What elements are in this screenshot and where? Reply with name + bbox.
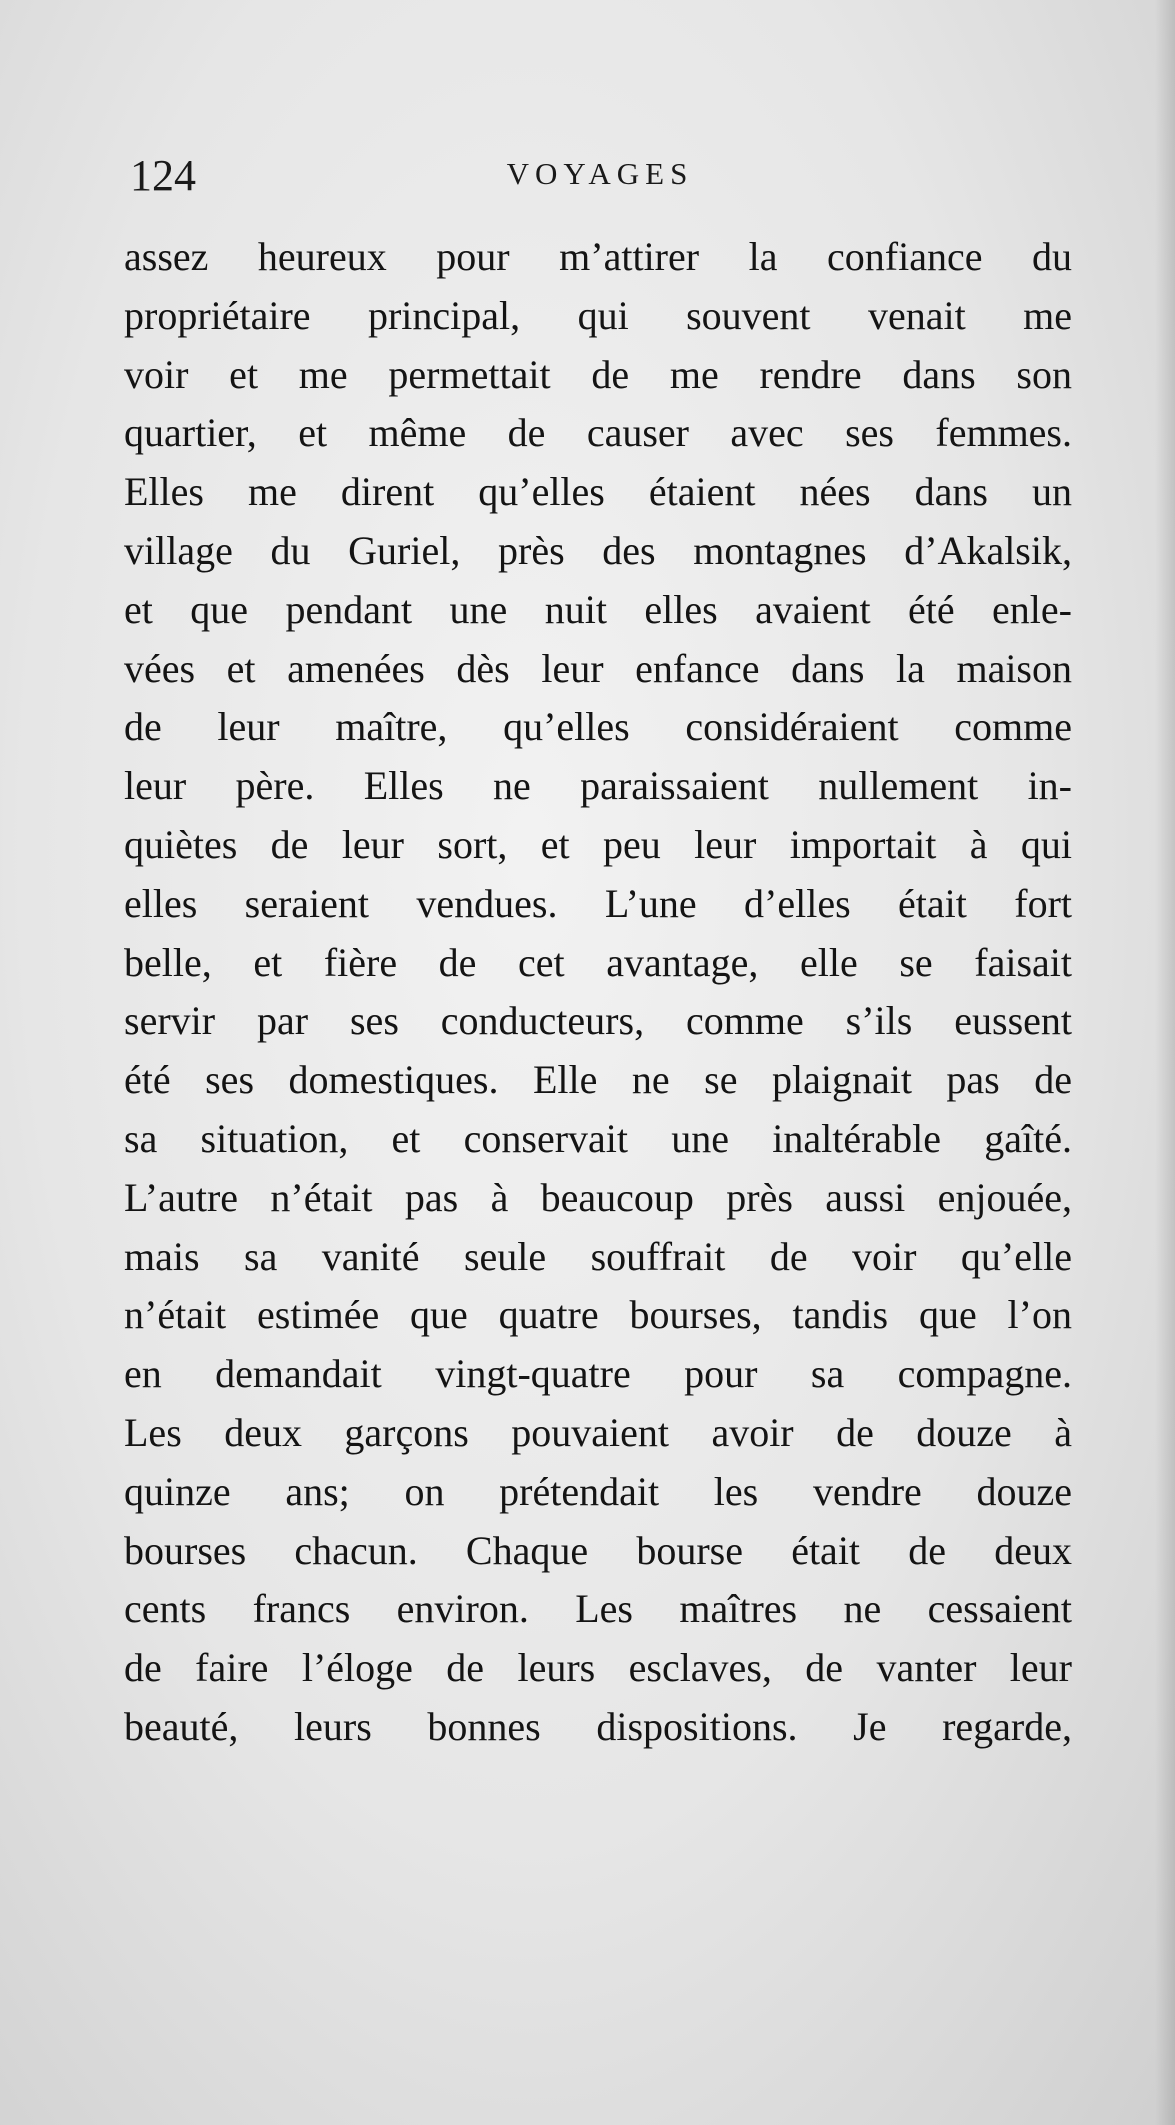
text-line: n’était estimée que quatre bourses, tandis que l’on — [124, 1292, 1072, 1338]
text-line: de leur maître, qu’elles considéraient comme — [124, 704, 1072, 750]
text-line: vées et amenées dès leur enfance dans la maison — [124, 645, 1072, 691]
text-line: quartier, et même de causer avec ses femmes. — [124, 410, 1072, 456]
text-line: sa situation, et conservait une inaltérable gaîté. — [124, 1115, 1072, 1161]
text-line: et que pendant une nuit elles avaient été enle- — [124, 586, 1072, 632]
text-line: leur père. Elles ne paraissaient nullement in- — [124, 763, 1072, 809]
text-line: belle, et fière de cet avantage, elle se faisait — [124, 939, 1072, 985]
text-line: L’autre n’était pas à beaucoup près aussi enjouée, — [124, 1174, 1072, 1220]
text-line: assez heureux pour m’attirer la confiance du — [124, 234, 1072, 279]
text-line: été ses domestiques. Elle ne se plaignait pas de — [124, 1057, 1072, 1103]
text-line: elles seraient vendues. L’une d’elles était fort — [124, 880, 1072, 926]
text-line: quinze ans; on prétendait les vendre douze — [124, 1468, 1072, 1514]
text-line: village du Guriel, près des montagnes d’Akalsik, — [124, 527, 1072, 573]
text-line: Elles me dirent qu’elles étaient nées dans un — [124, 469, 1072, 515]
body-text — [124, 228, 1072, 1757]
text-line: servir par ses conducteurs, comme s’ils eussent — [124, 998, 1072, 1044]
text-line: quiètes de leur sort, et peu leur importait à qui — [124, 821, 1072, 867]
running-head — [130, 150, 1070, 210]
running-title: VOYAGES — [506, 156, 694, 191]
text-line: de faire l’éloge de leurs esclaves, de vanter leur — [124, 1645, 1072, 1691]
text-line: en demandait vingt-quatre pour sa compagne. — [124, 1351, 1072, 1397]
text-line: Les deux garçons pouvaient avoir de douze à — [124, 1409, 1072, 1455]
text-line: propriétaire principal, qui souvent venait me — [124, 292, 1072, 338]
text-line: beauté, leurs bonnes dispositions. Je regarde, — [124, 1703, 1072, 1749]
text-line: bourses chacun. Chaque bourse était de deux — [124, 1527, 1072, 1573]
text-line: voir et me permettait de me rendre dans son — [124, 351, 1072, 397]
text-line: cents francs environ. Les maîtres ne cessaient — [124, 1586, 1072, 1632]
text-line: mais sa vanité seule souffrait de voir qu’elle — [124, 1233, 1072, 1279]
page-number: 124 — [130, 151, 196, 200]
